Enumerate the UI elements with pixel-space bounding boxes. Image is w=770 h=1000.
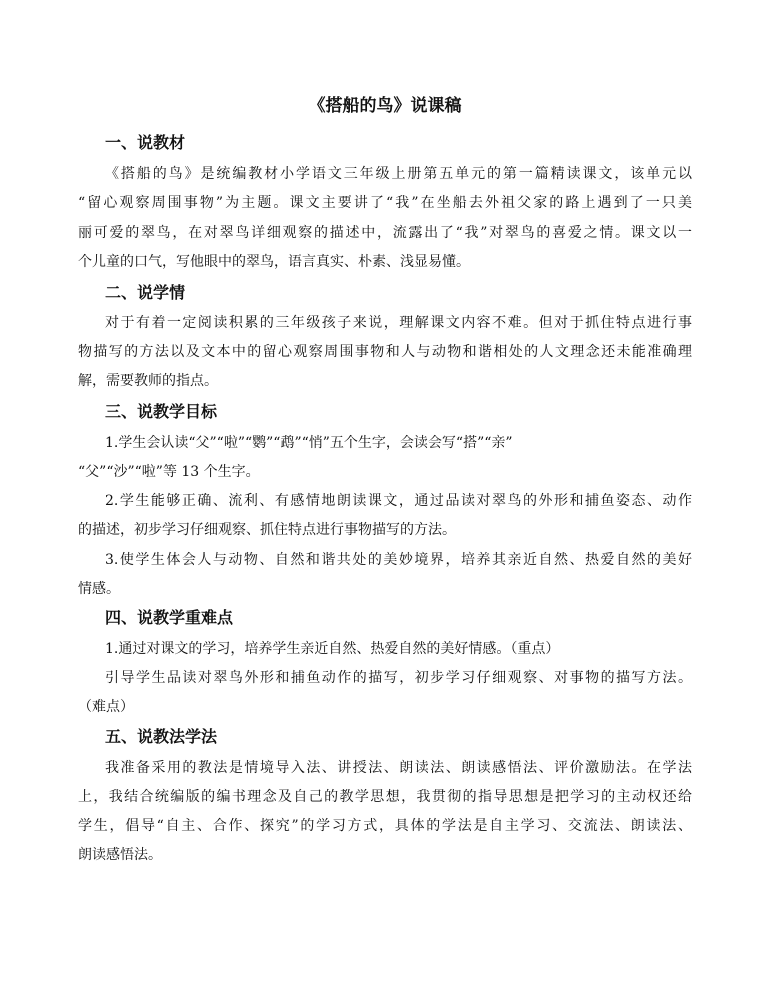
paragraph-line: 物描写的方法以及文本中的留心观察周围事物和人与动物和谐相处的人文理念还未能准确理 xyxy=(78,344,692,360)
paragraph-line: 3.使学生体会人与动物、自然和谐共处的美妙境界，培养其亲近自然、热爱自然的美好 xyxy=(105,552,692,568)
paragraph-line: 1.通过对课文的学习，培养学生亲近自然、热爱自然的美好情感。（重点） xyxy=(105,641,560,657)
paragraph-line: 朗读感悟法。 xyxy=(78,847,162,863)
paragraph-line: 上，我结合统编版的编书理念及自己的教学思想，我贯彻的指导思想是把学习的主动权还给 xyxy=(78,789,692,805)
paragraph-line: 解，需要教师的指点。 xyxy=(78,373,218,389)
paragraph-line: 我准备采用的教法是情境导入法、讲授法、朗读法、朗读感悟法、评价激励法。在学法 xyxy=(105,760,692,776)
paragraph-line: “父”“沙”“啦”等 13 个生字。 xyxy=(78,464,260,480)
paragraph-line: 对于有着一定阅读积累的三年级孩子来说，理解课文内容不难。但对于抓住特点进行事 xyxy=(105,315,692,331)
paragraph-line: （难点） xyxy=(78,699,134,715)
paragraph-line: 学生，倡导“自主、合作、探究”的学习方式，具体的学法是自主学习、交流法、朗读法、 xyxy=(78,818,692,834)
paragraph-line: “留心观察周围事物”为主题。课文主要讲了“我”在坐船去外祖父家的路上遇到了一只美 xyxy=(78,195,692,211)
paragraph-line: 个儿童的口气，写他眼中的翠鸟，语言真实、朴素、浅显易懂。 xyxy=(78,254,470,270)
section-heading: 四、说教学重难点 xyxy=(105,608,234,627)
paragraph-line: 1.学生会认读“父”“啦”“鹦”“鹉”“悄”五个生字，会读会写“搭”“亲” xyxy=(105,435,513,451)
paragraph-line: 引导学生品读对翠鸟外形和捕鱼动作的描写，初步学习仔细观察、对事物的描写方法。 xyxy=(105,670,692,686)
paragraph-line: 《搭船的鸟》是统编教材小学语文三年级上册第五单元的第一篇精读课文，该单元以 xyxy=(105,166,692,182)
paragraph-line: 的描述，初步学习仔细观察、抓住特点进行事物描写的方法。 xyxy=(78,522,456,538)
paragraph-line: 情感。 xyxy=(78,581,120,597)
paragraph-line: 2.学生能够正确、流利、有感情地朗读课文，通过品读对翠鸟的外形和捕鱼姿态、动作 xyxy=(105,493,692,509)
paragraph-line: 丽可爱的翠鸟，在对翠鸟详细观察的描述中，流露出了“我”对翠鸟的喜爱之情。课文以一 xyxy=(78,225,692,241)
document-title: 《搭船的鸟》说课稿 xyxy=(308,96,462,116)
section-heading: 二、说学情 xyxy=(105,283,186,302)
section-heading: 一、说教材 xyxy=(105,133,186,152)
section-heading: 五、说教法学法 xyxy=(105,727,218,746)
section-heading: 三、说教学目标 xyxy=(105,402,218,421)
